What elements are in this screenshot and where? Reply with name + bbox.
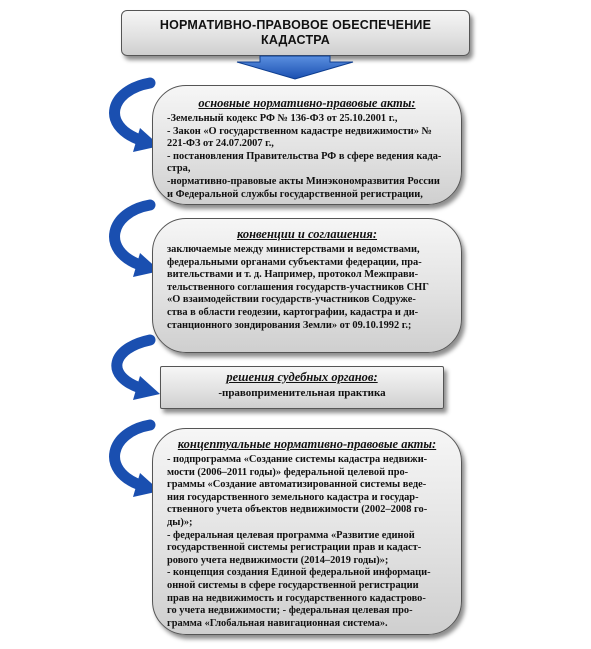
block-line: стра, [167,163,191,175]
block-line: 221-ФЗ от 24.07.2007 г., [167,138,274,150]
block-body [167,454,447,630]
block-line: станционного зондирования Земли» от 09.10.1992 г.; [167,319,412,331]
block-body [167,113,447,201]
block-line: государственной системы регистрации прав и кадаст- [167,542,422,554]
block-body [167,244,447,332]
block-line: и Федеральной службы государственной регистрации, [167,188,423,200]
block-line: -правоприменительная практика [218,387,386,399]
block-line: грамма «Глобальная навигационная система». [167,617,388,629]
block-line: онной системы в сфере государственной регистрации [167,579,419,591]
block-line: ния государственного земельного кадастра и государ- [167,491,419,503]
block-line: - федеральная целевая программа «Развитие единой [167,529,415,541]
block-heading: конвенции и соглашения: [236,227,378,241]
block-conventions [152,218,462,353]
block-court-decisions [160,366,444,409]
curved-arrow-icon-3 [117,340,160,400]
block-line: федеральными органами субъектами федерации, пра- [167,256,422,268]
block-line: граммы «Создание автоматизированной системы веде- [167,479,427,491]
block-line: -нормативно-правовые акты Минэкономразвития России [167,175,440,187]
block-heading: решения судебных органов: [226,370,378,384]
block-body [171,387,433,400]
block-line: рового учета недвижимости (2014–2019 годы)»; [167,554,389,566]
block-main-legal-acts [152,85,462,205]
block-line: ственного учета объектов недвижимости (2002–2008 го- [167,504,428,516]
diagram-title-line2: КАДАСТРА [261,33,330,47]
block-heading: концептуальные нормативно-правовые акты: [177,437,437,451]
block-line: - Закон «О государственном кадастре недвижимости» № [167,125,432,137]
block-line: вительствами и т. д. Например, протокол Межправи- [167,269,419,281]
block-line: - подпрограмма «Создание системы кадастра недвижи- [167,454,428,465]
block-line: го учета недвижимости; - федеральная целевая про- [167,605,413,617]
block-line: - постановления Правительства РФ в сфере ведения када- [167,150,442,162]
block-line: тельственного соглашения государств-участников СНГ [167,281,429,293]
block-line: ства в области геодезии, картографии, кадастра и ди- [167,306,419,318]
block-heading: основные нормативно-правовые акты: [198,96,416,110]
block-line: - концепция создания Единой федеральной информаци- [167,567,431,579]
block-line: заключаемые между министерствами и ведомствами, [167,244,420,255]
block-line: -Земельный кодекс РФ № 136-ФЗ от 25.10.2001 г., [167,113,398,124]
diagram-title-line1: НОРМАТИВНО-ПРАВОВОЕ ОБЕСПЕЧЕНИЕ [159,18,432,32]
block-line: ды)»; [167,516,193,528]
block-line: «О взаимодействии государств-участников Содруже- [167,294,416,306]
block-line: прав на недвижимость и государственного кадастрово- [167,592,426,604]
block-conceptual-acts [152,428,462,635]
block-line: мости (2006–2011 годы)» федеральной целевой про- [167,466,409,478]
